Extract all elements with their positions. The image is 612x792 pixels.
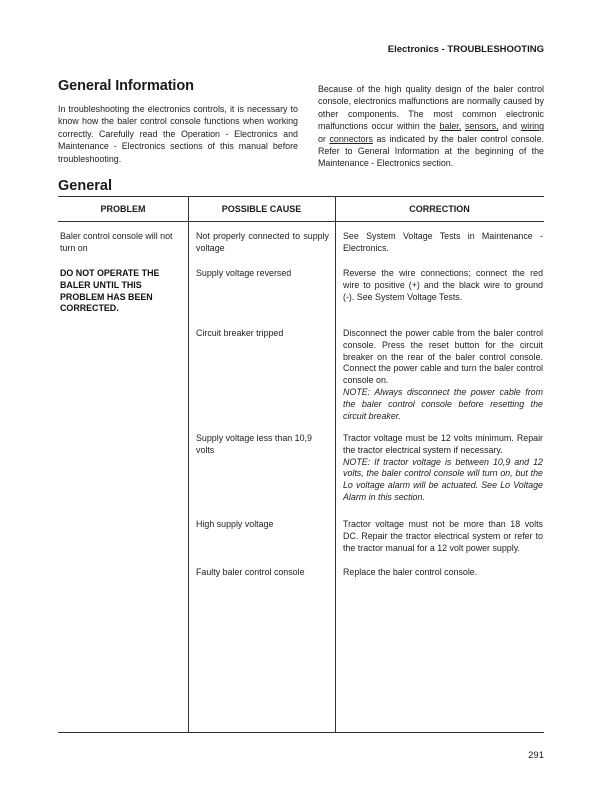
column-divider [335,197,336,732]
correction-cell [343,433,543,504]
header-problem: PROBLEM [100,204,146,214]
problem-warning: DO NOT OPERATE THE BALER UNTIL THIS PROBLEM HAS BEEN CORRECTED. [60,268,160,314]
cause-cell: Supply voltage less than 10,9 volts [196,433,312,455]
correction-cell [343,328,543,422]
cause-cell: Supply voltage reversed [196,268,292,278]
page-number: 291 [528,750,544,761]
general-information-section [58,78,298,165]
general-information-continued [318,83,544,170]
running-header: Electronics - TROUBLESHOOTING [387,44,544,55]
link-sensors: sensors, [464,121,499,132]
text-part: as indicated by the baler control console. Refer to General Information at the beginning of the Maintenance - Electronics section. [318,133,544,169]
correction-cell: Reverse the wire connections; connect the red wire to positive (+) and the black wire to ground (-). See System Voltage Tests. [343,268,543,302]
correction-cell: Tractor voltage must not be more than 18 volts DC. Repair the tractor electrical system or refer to the tractor manual for a 12 volt power supply. [343,519,543,553]
cause-cell: Faulty baler control console [196,567,305,577]
text-sep: or [318,133,330,144]
column-divider [188,197,189,732]
section-title-general: General [58,178,112,194]
cause-cell: Circuit breaker tripped [196,328,284,338]
cause-cell: High supply voltage [196,519,274,529]
correction-cell: Replace the baler control console. [343,567,478,577]
link-connectors: connectors [329,133,373,144]
intro-paragraph: In troubleshooting the electronics controls, it is necessary to know how the baler control console functions when working correctly. Carefully read the Operation - Electronics and Maintenance - Electronics sections of this manual before troubleshooting. [58,104,298,164]
link-baler: baler, [439,121,462,132]
link-wiring: wiring [520,121,545,132]
header-divider [58,221,544,222]
correction-text: Tractor voltage must be 12 volts minimum. Repair the tractor electrical system if necessary. [343,433,543,455]
troubleshooting-table [58,196,544,733]
correction-text: Disconnect the power cable from the baler control console. Press the reset button for the circuit breaker on the rear of the baler control console. Connect the power cable and turn the baler control console on. [343,328,543,386]
text-part: Because of the high quality design of the baler control console, electronics malfunctions are normally caused by other components. The most common electronic malfunctions occur within the [318,84,544,132]
malfunction-paragraph [318,83,544,170]
problem-text: Baler control console will not turn on [60,231,173,253]
correction-note: NOTE: Always disconnect the power cable from the baler control console before resetting the circuit breaker. [343,386,543,421]
header-possible-cause: POSSIBLE CAUSE [221,204,302,214]
correction-cell: See System Voltage Tests in Maintenance - Electronics. [343,231,543,253]
header-correction: CORRECTION [409,204,470,214]
cause-cell: Not properly connected to supply voltage [196,231,329,253]
section-title-general-information: General Information [58,78,194,94]
correction-note: NOTE: If tractor voltage is between 10,9 and 12 volts, the baler control console will turn on, but the Lo voltage alarm will be actuated. See Lo Voltage Alarm in this section. [343,456,543,502]
text-sep: and [498,121,521,132]
